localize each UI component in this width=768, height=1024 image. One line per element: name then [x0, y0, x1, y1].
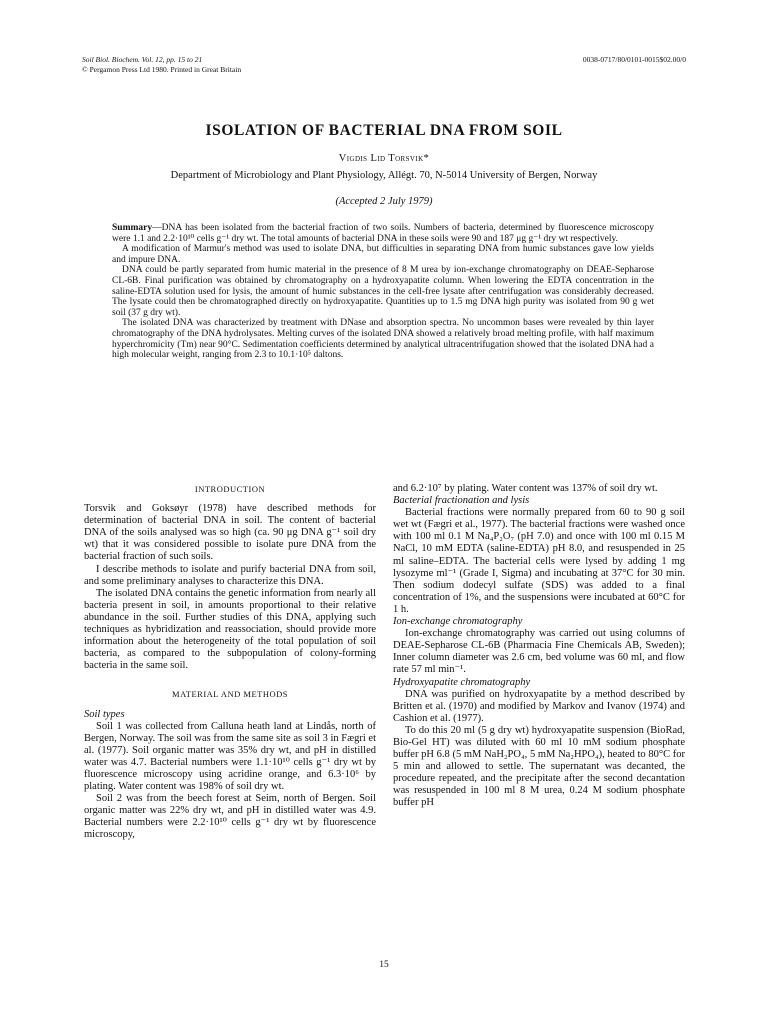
affiliation: Department of Microbiology and Plant Physiology, Allégt. 70, N-5014 University of Bergen, Norway: [170, 170, 598, 181]
subsection-heading: Soil types: [84, 708, 125, 720]
copyright-line: © Pergamon Press Ltd 1980. Printed in Great Britain: [82, 64, 242, 74]
body-paragraph: To do this 20 ml (5 g dry wt) hydroxyapatite suspension (BioRad, Bio-Gel HT) was diluted with 60 ml 10 mM sodium phosphate buffer pH 6.8 (5 mM NaH₂PO₄, 5 mM Na₂HPO₄), heated to 80°C for 5 min and allowed to settle. The supernatant was decanted, the procedure repeated, and the precipitate after the second decantation was resuspended in 100 ml 8 M urea, 0.24 M sodium phosphate buffer pH: [393, 724, 685, 809]
abstract-paragraph: DNA could be partly separated from humic material in the presence of 8 M urea by ion-exchange chromatography on DEAE-Sepharose CL-6B. Final purification was obtained by chromatography on a hydroxyapatite column. When lowering the EDTA concentration in the saline-EDTA solution used for lysis, the amount of humic substances in the cell-free lysate after centrifugation was considerably decreased. The lysate could then be chromatographed directly on hydroxyapatite. Quantities up to 1.5 mg DNA high purity was isolated from 90 g wet soil (37 g dry wt).: [112, 265, 654, 318]
body-paragraph: Bacterial fractions were normally prepared from 60 to 90 g soil wet wt (Fægri et al., 1977). The bacterial fractions were washed once with 100 ml 0.1 M Na₄P₂O₇ (pH 7.0) and once with 100 ml 0.15 M NaCl, 10 mM EDTA (saline-EDTA) pH 8.0, and resuspended in 25 ml saline–EDTA. The bacterial cells were lysed by adding 1 mg lysozyme ml⁻¹ (Grade I, Sigma) and incubating at 37°C for 30 min. Then sodium dodecyl sulfate (SDS) was added to a final concentration of 1%, and the suspensions were incubated at 60°C for 1 h.: [393, 507, 685, 615]
subsection-heading: Ion-exchange chromatography: [393, 616, 523, 628]
abstract-paragraph: Summary—DNA has been isolated from the bacterial fraction of two soils. Numbers of bacteria, determined by fluorescence microscopy were 1.1 and 2.2·10¹⁰ cells g⁻¹ dry wt. The total amounts of bacterial DNA in these soils were 90 and 187 μg g⁻¹ dry wt respectively.: [112, 223, 654, 244]
abstract-paragraph: The isolated DNA was characterized by treatment with DNase and absorption spectra. No uncommon bases were revealed by thin layer chromatography of the DNA hydrolysates. Melting curves of the isolated DNA showed a relatively broad melting profile, with half maximum hyperchromicity (Tm) near 90°C. Sedimentation coefficients determined by analytical ultracentrifugation showed that the isolated DNA had a high molecular weight, ranging from 2.3 to 10.1·10⁵ daltons.: [112, 318, 654, 361]
body-paragraph: The isolated DNA contains the genetic information from nearly all bacteria present in soil, in amounts proportional to their relative abundance in the soil. Further studies of this DNA, applying such techniques as hybridization and reassociation, should provide more information about the heterogeneity of the total population of soil bacteria, as compared to the subpopulation of colony-forming bacteria in the same soil.: [84, 587, 376, 672]
body-paragraph: DNA was purified on hydroxyapatite by a method described by Britten et al. (1970) and modified by Markov and Ivanov (1974) and Cashion et al. (1977).: [393, 688, 685, 724]
paper-title: ISOLATION OF BACTERIAL DNA FROM SOIL: [205, 122, 563, 139]
subsection-heading: Hydroxyapatite chromatography: [393, 676, 531, 688]
left-column: [84, 483, 376, 842]
page-number: 15: [379, 960, 389, 970]
section-heading-methods: MATERIAL AND METHODS: [172, 689, 288, 700]
body-paragraph: I describe methods to isolate and purify bacterial DNA from soil, and some preliminary analyses to characterize this DNA.: [84, 563, 376, 587]
abstract-paragraph: A modification of Marmur's method was used to isolate DNA, but difficulties in separating DNA from humic substances gave low yields and impure DNA.: [112, 244, 654, 265]
body-paragraph: Soil 2 was from the beech forest at Seim, north of Bergen. Soil organic matter was 22% dry wt, and pH in distilled water was 4.9. Bacterial numbers were 2.2·10¹⁰ cells g⁻¹ dry wt by fluorescence microscopy,: [84, 793, 376, 841]
right-column: [393, 483, 685, 810]
body-paragraph: Soil 1 was collected from Calluna heath land at Lindås, north of Bergen, Norway. The soil was from the same site as soil 3 in Fægri et al. (1977). Soil organic matter was 35% dry wt, and pH in distilled water was 4.7. Bacterial numbers were 1.1·10¹⁰ cells g⁻¹ dry wt by fluorescence microscopy using acridine orange, and 6.3·10⁶ by plating. Water content was 198% of soil dry wt.: [84, 720, 376, 793]
body-paragraph: Ion-exchange chromatography was carried out using columns of DEAE-Sepharose CL-6B (Pharmacia Fine Chemicals AB, Sweden); Inner column diameter was 2.6 cm, bed volume was 60 ml, and flow rate 57 ml min⁻¹.: [393, 628, 685, 676]
body-paragraph: Torsvik and Goksøyr (1978) have described methods for determination of bacterial DNA in soil. The content of bacterial DNA of the soils analysed was so high (ca. 90 μg DNA g⁻¹ soil dry wt) that it was considered possible to isolate pure DNA from the bacterial fraction of such soils.: [84, 503, 376, 563]
subsection-heading: Bacterial fractionation and lysis: [393, 495, 530, 507]
body-paragraph: and 6.2·10⁷ by plating. Water content was 137% of soil dry wt.: [393, 483, 658, 494]
accepted-date: (Accepted 2 July 1979): [335, 196, 433, 207]
running-header-left: [82, 55, 241, 74]
article-code: 0038-0717/80/0101-0015$02.00/0: [582, 55, 686, 64]
journal-citation: Soil Biol. Biochem. Vol. 12, pp. 15 to 21: [82, 55, 203, 64]
abstract-label: Summary: [112, 223, 153, 233]
abstract: [112, 223, 654, 361]
section-heading-introduction: INTRODUCTION: [194, 484, 266, 494]
author-name: Vigdis Lid Torsvik*: [338, 153, 430, 164]
